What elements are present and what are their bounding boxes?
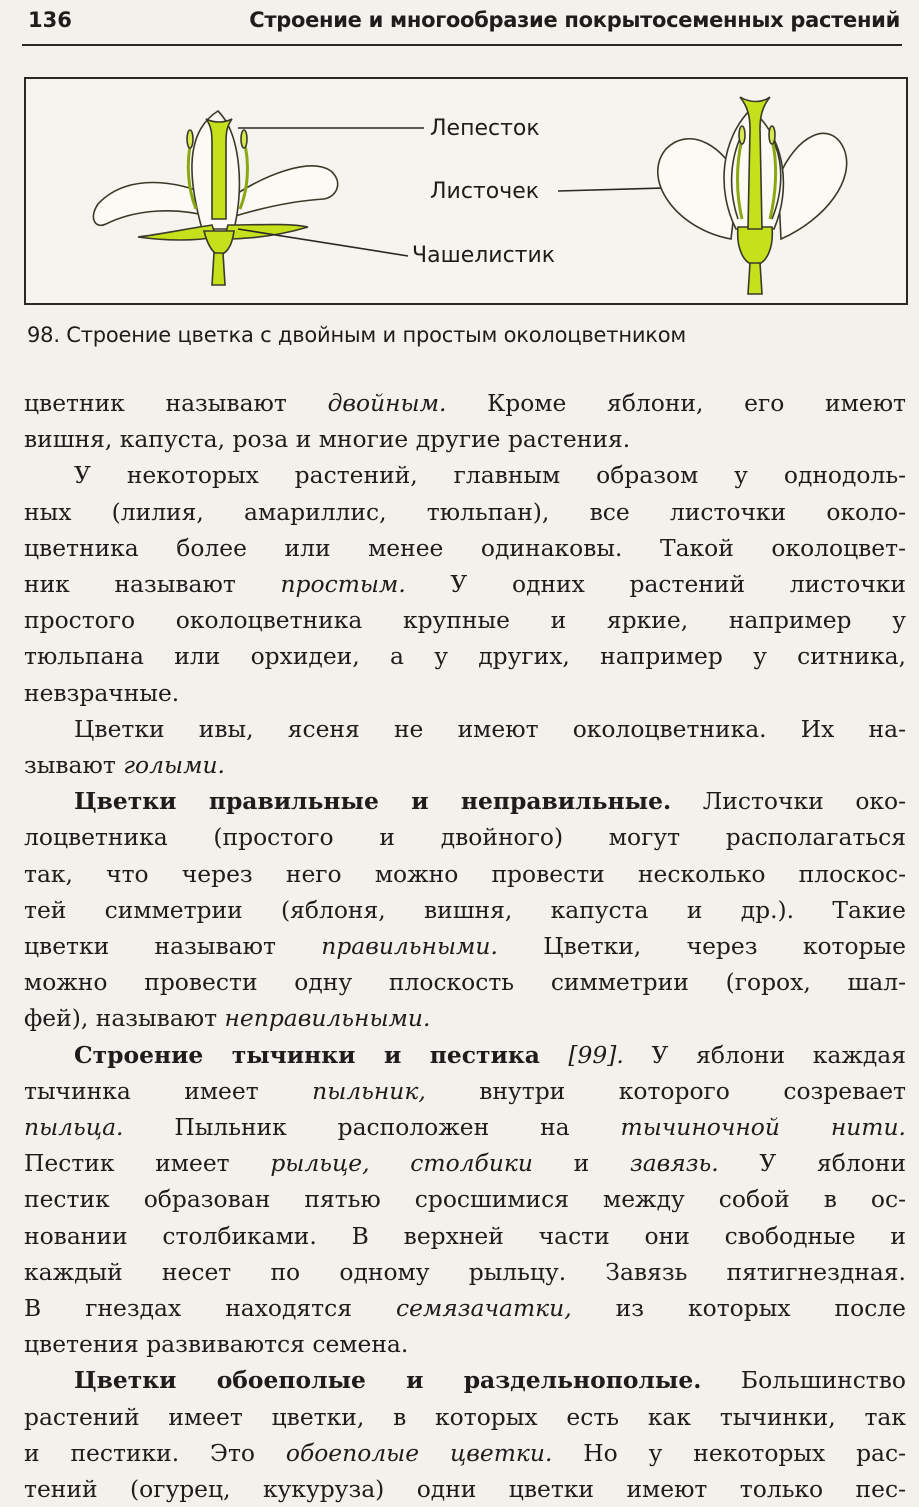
text-line xyxy=(24,1181,906,1217)
text-run: тюльпана или орхидеи, а у других, например у ситника, xyxy=(24,642,906,671)
italic-term: голыми. xyxy=(123,751,225,780)
text-line xyxy=(24,819,906,855)
figure-caption: 98. Строение цветка с двойным и простым околоцветником xyxy=(27,323,687,347)
text-run: Большинство xyxy=(701,1366,906,1395)
italic-term: тычиночной нити. xyxy=(620,1113,906,1142)
text-line xyxy=(24,928,906,964)
text-run: так, что через него можно провести несколько плоскос- xyxy=(24,859,906,888)
text-line xyxy=(24,1362,906,1398)
text-line xyxy=(24,1000,906,1036)
text-run: Но у некоторых рас- xyxy=(552,1438,906,1467)
text-run: тей симметрии (яблоня, вишня, капуста и др.). Такие xyxy=(24,895,906,924)
flower-simple-perianth xyxy=(658,97,847,294)
bold-term: Цветки правильные и неправильные. xyxy=(74,787,672,816)
text-line xyxy=(24,747,906,783)
text-line xyxy=(24,1326,906,1362)
text-run: ник называют xyxy=(24,570,281,599)
text-run: пестик образован пятью сросшимися между собой в ос- xyxy=(24,1185,906,1214)
text-run: Пыльник расположен на xyxy=(123,1113,621,1142)
text-line xyxy=(24,1073,906,1109)
italic-term: пыльник, xyxy=(312,1076,426,1105)
italic-term: [99]. xyxy=(568,1040,624,1069)
text-run: и пестики. Это xyxy=(24,1438,286,1467)
italic-term: правильными. xyxy=(321,932,498,961)
bold-term: Цветки обоеполые и раздельнополые. xyxy=(74,1366,702,1395)
text-line xyxy=(24,494,906,530)
text-line xyxy=(24,711,906,747)
text-line xyxy=(24,1290,906,1326)
text-run: лоцветника (простого и двойного) могут располагаться xyxy=(24,823,906,852)
text-run: тений (огурец, кукуруза) одни цветки имеют только пес- xyxy=(24,1475,906,1504)
text-run: тычинка имеет xyxy=(24,1076,313,1105)
text-run: новании столбиками. В верхней части они свободные и xyxy=(24,1221,906,1250)
running-title: Строение и многообразие покрытосеменных растений xyxy=(249,8,900,32)
text-run: вишня, капуста, роза и многие другие растения. xyxy=(24,425,631,454)
text-run: Кроме яблони, его имеют xyxy=(446,389,906,417)
text-run: Листочки око- xyxy=(671,787,906,816)
label-tepal: Листочек xyxy=(430,179,540,204)
text-line xyxy=(24,530,906,566)
text-run: Пестик имеет xyxy=(24,1149,271,1178)
text-line xyxy=(24,421,906,457)
text-line xyxy=(24,783,906,819)
text-run: У яблони каждая xyxy=(623,1040,906,1069)
text-line xyxy=(24,1218,906,1254)
italic-term: пыльца. xyxy=(24,1113,124,1142)
italic-term: семязачатки, xyxy=(395,1294,572,1323)
label-petal: Лепесток xyxy=(430,116,540,141)
text-run: зывают xyxy=(24,751,124,780)
italic-term: рыльце, столбики xyxy=(270,1149,533,1178)
text-run: невзрачные. xyxy=(24,678,180,707)
text-run: У одних растений листочки xyxy=(405,570,906,599)
text-line xyxy=(24,566,906,602)
text-run: и xyxy=(532,1149,630,1178)
text-run: цветения развиваются семена. xyxy=(24,1330,409,1359)
figure-98 xyxy=(24,77,908,305)
text-run: цветника более или менее одинаковы. Такой околоцвет- xyxy=(24,533,906,562)
text-line xyxy=(24,1109,906,1145)
text-run: цветник называют xyxy=(24,389,328,417)
text-run: каждый несет по одному рыльцу. Завязь пятигнездная. xyxy=(24,1257,906,1286)
text-run: Цветки ивы, ясеня не имеют околоцветника. Их на- xyxy=(74,714,906,743)
text-line xyxy=(24,385,906,421)
text-line xyxy=(24,638,906,674)
bold-term: Строение тычинки и пестика xyxy=(74,1040,569,1069)
text-run: простого околоцветника крупные и яркие, например у xyxy=(24,606,906,635)
italic-term: завязь. xyxy=(629,1149,719,1178)
header-rule xyxy=(22,44,902,46)
text-line xyxy=(24,1145,906,1181)
text-run: Цветки, через которые xyxy=(497,932,906,961)
text-run: У яблони xyxy=(718,1149,906,1178)
italic-term: двойным. xyxy=(327,389,447,417)
body-text xyxy=(24,385,906,1507)
text-run: цветки называют xyxy=(24,932,322,961)
text-line xyxy=(24,1435,906,1471)
text-line xyxy=(24,892,906,928)
text-run: из которых после xyxy=(571,1294,906,1323)
text-line xyxy=(24,964,906,1000)
text-run: внутри которого созревает xyxy=(425,1076,906,1105)
italic-term: обоеполые цветки. xyxy=(285,1438,553,1467)
flower-double-perianth xyxy=(93,111,337,285)
italic-term: неправильными. xyxy=(224,1004,431,1033)
page-number: 136 xyxy=(28,8,72,32)
text-line xyxy=(24,602,906,638)
text-line xyxy=(24,1399,906,1435)
text-line xyxy=(24,457,906,493)
text-line xyxy=(24,1254,906,1290)
label-sepal: Чашелистик xyxy=(412,243,556,268)
text-run: У некоторых растений, главным образом у однодоль- xyxy=(74,461,906,490)
text-line xyxy=(24,1037,906,1073)
text-run: фей), называют xyxy=(24,1004,225,1033)
text-line xyxy=(24,1471,906,1507)
text-run: ных (лилия, амариллис, тюльпан), все листочки около- xyxy=(24,497,906,526)
text-line xyxy=(24,856,906,892)
text-run: растений имеет цветки, в которых есть как тычинки, так xyxy=(24,1402,906,1431)
page-header xyxy=(28,4,900,44)
text-run: В гнездах находятся xyxy=(24,1294,396,1323)
italic-term: простым. xyxy=(280,570,406,599)
text-line xyxy=(24,675,906,711)
text-run: можно провести одну плоскость симметрии (горох, шал- xyxy=(24,968,906,997)
